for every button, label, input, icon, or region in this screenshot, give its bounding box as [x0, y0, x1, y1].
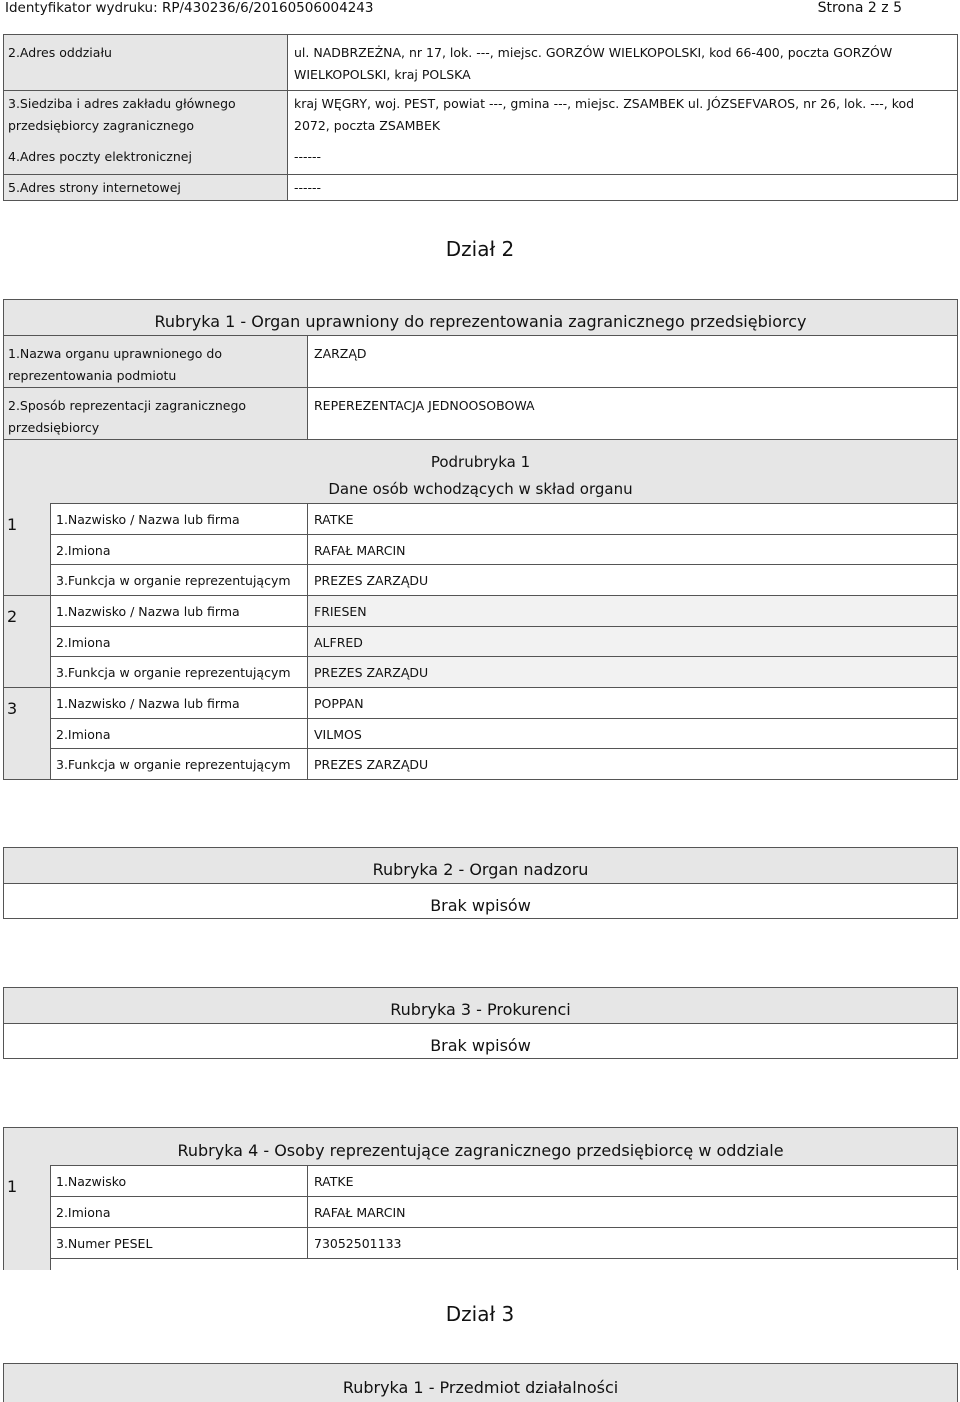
- rubryka-3-title: Rubryka 3 - Prokurenci: [390, 1000, 571, 1019]
- person-surname-label: 1.Nazwisko / Nazwa lub firma: [56, 512, 240, 527]
- section-title-dzial-3: Dział 3: [445, 1302, 515, 1326]
- person-number-column: [3, 503, 50, 780]
- representative-pesel-label: 3.Numer PESEL: [56, 1236, 153, 1251]
- rubryka-1-title: Rubryka 1 - Organ uprawniony do reprezentowania zagranicznego przedsiębiorcy: [154, 312, 807, 331]
- person-number: 1: [7, 1177, 18, 1196]
- person-firstnames-value: RAFAŁ MARCIN: [314, 543, 406, 558]
- section-title-dzial-2: Dział 2: [445, 237, 515, 261]
- rubryka-przedmiot-title: Rubryka 1 - Przedmiot działalności: [342, 1378, 619, 1397]
- person-function-label: 3.Funkcja w organie reprezentującym: [56, 757, 291, 772]
- person-surname-label: 1.Nazwisko / Nazwa lub firma: [56, 696, 240, 711]
- person-number: 2: [7, 607, 18, 626]
- person-number: 1: [7, 515, 18, 534]
- representative-firstnames-label: 2.Imiona: [56, 1205, 111, 1220]
- website-label: 5.Adres strony internetowej: [8, 180, 181, 195]
- person-firstnames-value: ALFRED: [314, 635, 363, 650]
- headquarters-label-line2: przedsiębiorcy zagranicznego: [8, 118, 195, 133]
- headquarters-label-line1: 3.Siedziba i adres zakładu głównego: [8, 96, 236, 111]
- person-function-value: PREZES ZARZĄDU: [314, 665, 429, 680]
- headquarters-value-line2: 2072, poczta ZSAMBEK: [294, 118, 441, 133]
- organ-name-label-line2: reprezentowania podmiotu: [8, 368, 177, 383]
- rubryka-2-box: [3, 847, 958, 919]
- rubryka-przedmiot-box: [3, 1363, 958, 1402]
- organ-name-value: ZARZĄD: [314, 346, 367, 361]
- rubryka-1-table: [3, 299, 958, 780]
- website-value: ------: [294, 180, 322, 195]
- person-firstnames-label: 2.Imiona: [56, 543, 111, 558]
- address-table: [3, 34, 958, 200]
- representative-surname-value: RATKE: [314, 1174, 354, 1189]
- person-number: 3: [7, 699, 18, 718]
- rubryka-2-title: Rubryka 2 - Organ nadzoru: [372, 860, 589, 879]
- person-surname-value: RATKE: [314, 512, 354, 527]
- person-function-value: PREZES ZARZĄDU: [314, 573, 429, 588]
- headquarters-value-line1: kraj WĘGRY, woj. PEST, powiat ---, gmina ---, miejsc. ZSAMBEK ul. JÓZSEFVAROS, nr 26, lok. ---, kod: [294, 96, 915, 111]
- person-function-value: PREZES ZARZĄDU: [314, 757, 429, 772]
- person-function-label: 3.Funkcja w organie reprezentującym: [56, 665, 291, 680]
- representation-label-line2: przedsiębiorcy: [8, 420, 100, 435]
- email-label: 4.Adres poczty elektronicznej: [8, 149, 192, 164]
- branch-address-value-line1: ul. NADBRZEŻNA, nr 17, lok. ---, miejsc. GORZÓW WIELKOPOLSKI, kod 66-400, poczta GORZÓW: [294, 45, 893, 60]
- rubryka-2-empty: Brak wpisów: [430, 896, 531, 915]
- rubryka-3-empty: Brak wpisów: [430, 1036, 531, 1055]
- representation-label-line1: 2.Sposób reprezentacji zagranicznego: [8, 398, 247, 413]
- rubryka-4-table: [3, 1127, 958, 1270]
- representative-firstnames-value: RAFAŁ MARCIN: [314, 1205, 406, 1220]
- print-identifier: Identyfikator wydruku: RP/430236/6/20160506004243: [5, 0, 374, 16]
- person-firstnames-value: VILMOS: [314, 727, 362, 742]
- representative-pesel-value: 73052501133: [314, 1236, 402, 1251]
- person-firstnames-label: 2.Imiona: [56, 727, 111, 742]
- organ-name-label-line1: 1.Nazwa organu uprawnionego do: [8, 346, 223, 361]
- branch-address-label: 2.Adres oddziału: [8, 45, 112, 60]
- person-function-label: 3.Funkcja w organie reprezentującym: [56, 573, 291, 588]
- email-value: ------: [294, 149, 322, 164]
- subsection-subtitle: Dane osób wchodzących w skład organu: [328, 480, 633, 498]
- rubryka-4-title: Rubryka 4 - Osoby reprezentujące zagranicznego przedsiębiorcę w oddziale: [177, 1141, 784, 1160]
- branch-address-value-line2: WIELKOPOLSKI, kraj POLSKA: [294, 67, 471, 82]
- person-surname-value: FRIESEN: [314, 604, 367, 619]
- representative-surname-label: 1.Nazwisko: [56, 1174, 127, 1189]
- representation-value: REPEREZENTACJA JEDNOOSOBOWA: [314, 398, 535, 413]
- subsection-title: Podrubryka 1: [430, 453, 531, 471]
- person-surname-value: POPPAN: [314, 696, 364, 711]
- page-number: Strona 2 z 5: [817, 0, 902, 16]
- person-firstnames-label: 2.Imiona: [56, 635, 111, 650]
- rubryka-3-box: [3, 987, 958, 1059]
- person-surname-label: 1.Nazwisko / Nazwa lub firma: [56, 604, 240, 619]
